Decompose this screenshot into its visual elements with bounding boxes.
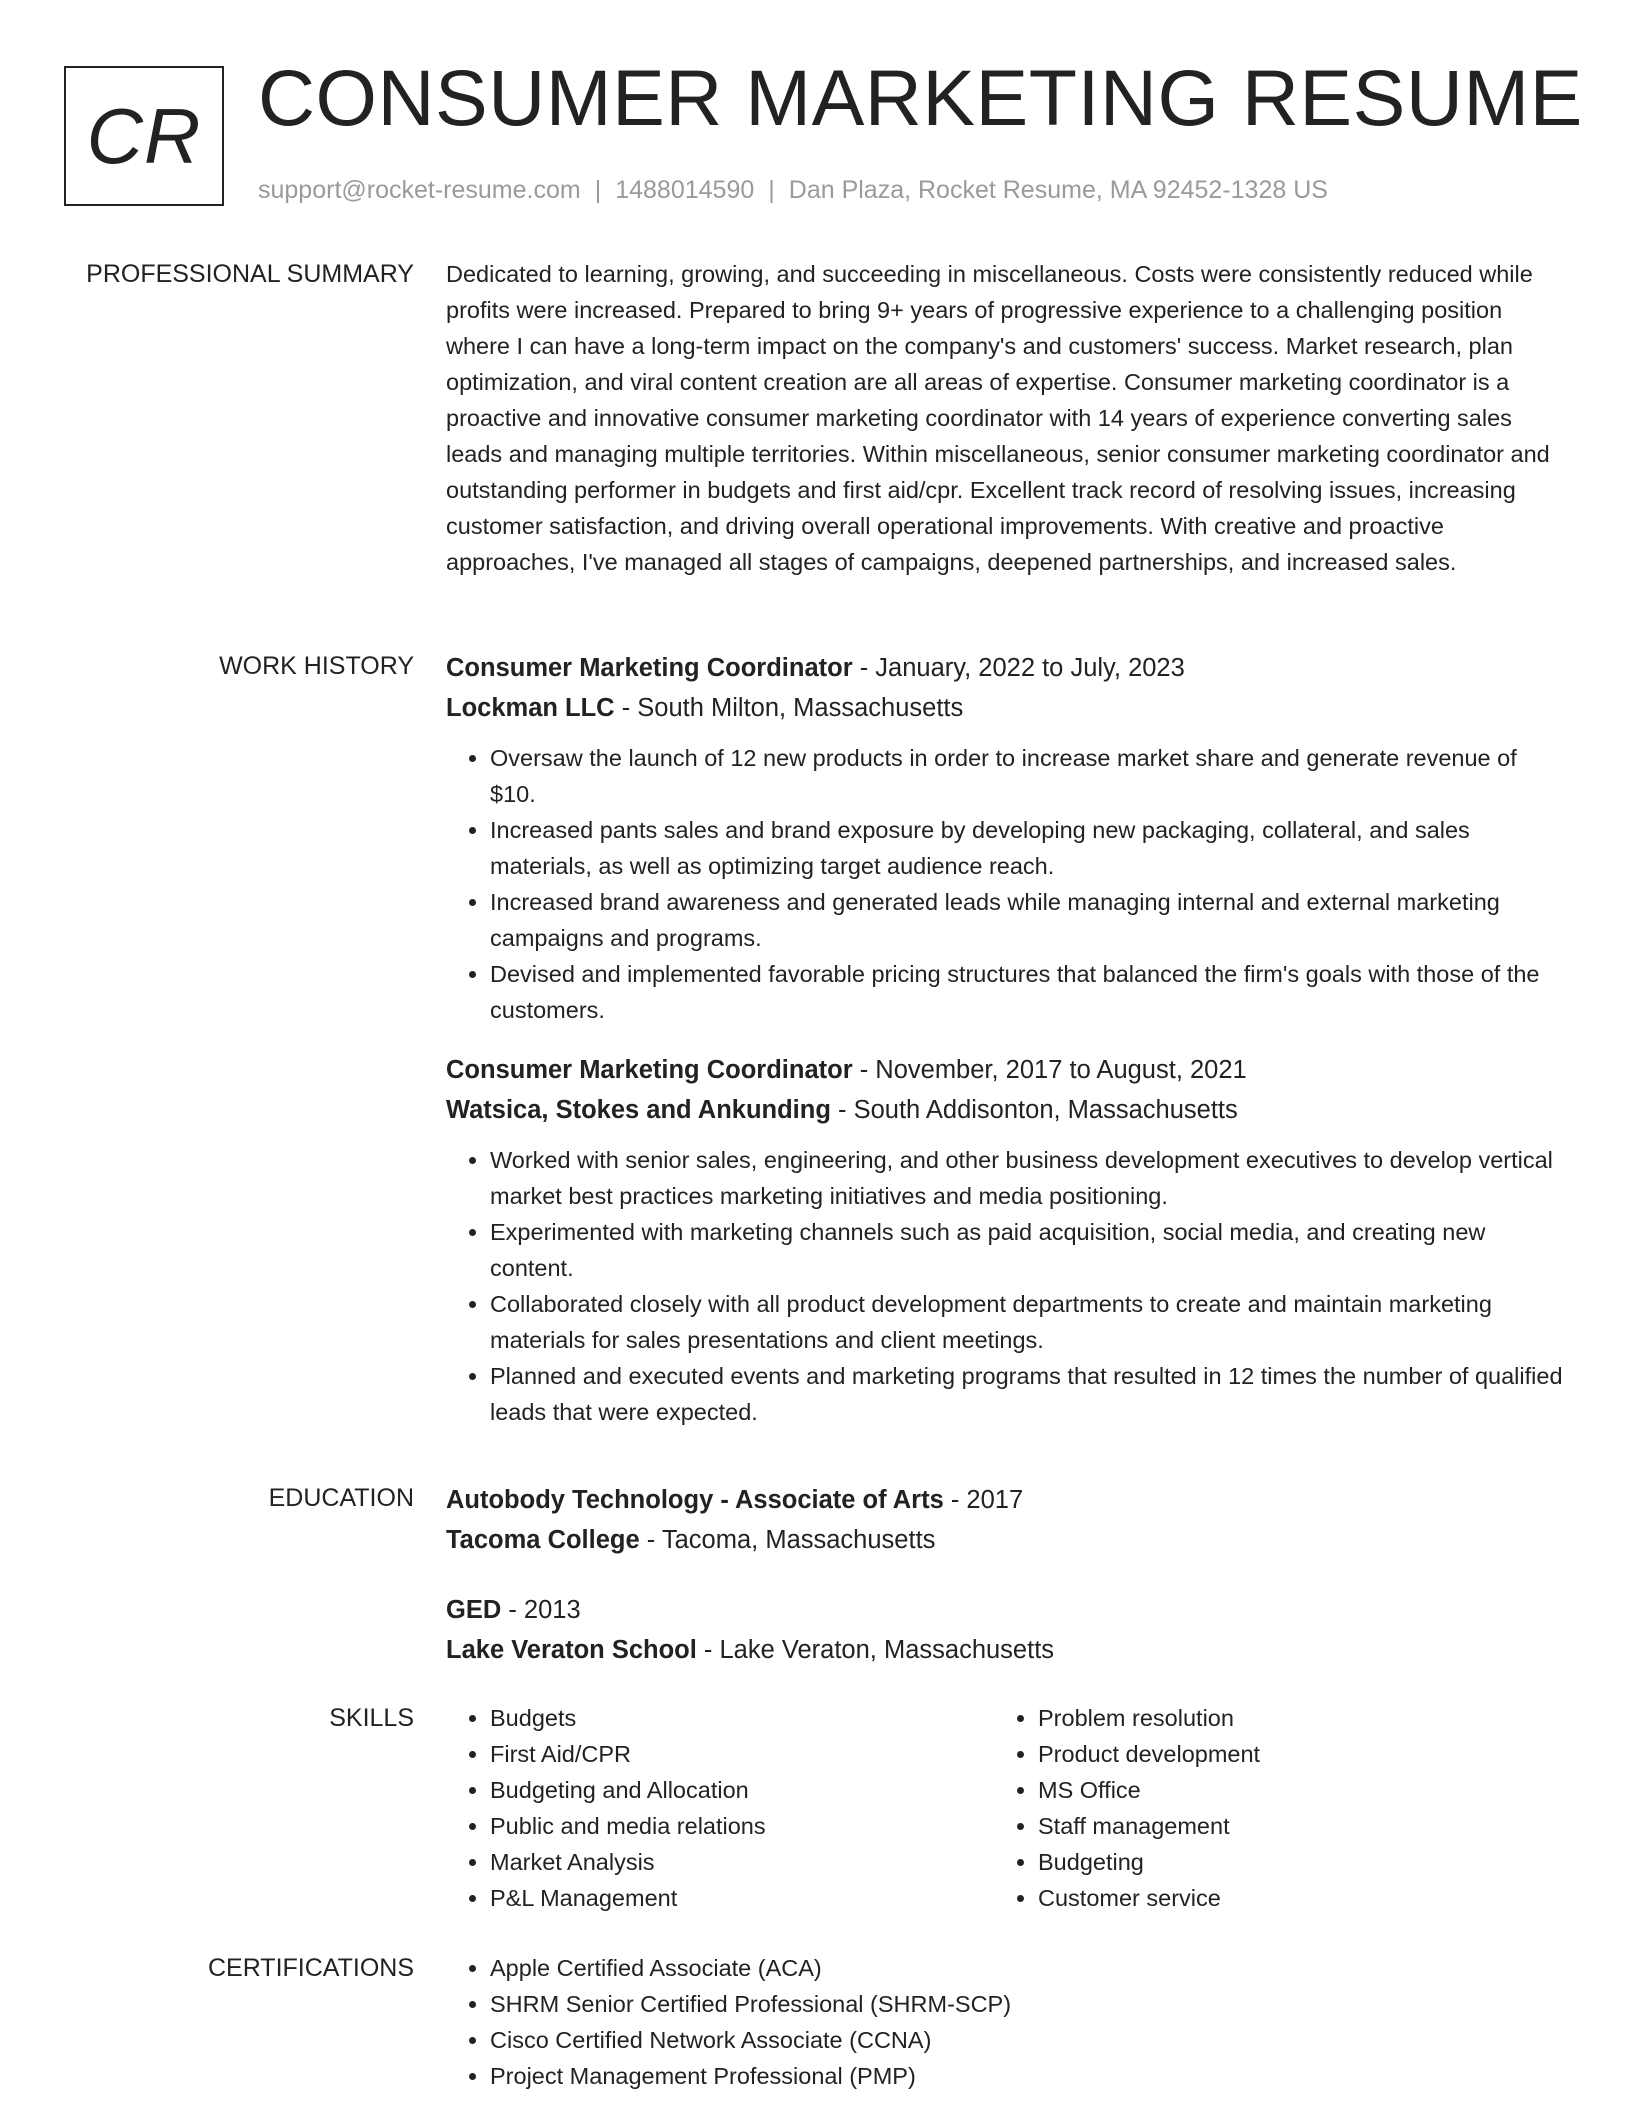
certification-item: • SHRM Senior Certified Professional (SHRM-SCP) bbox=[490, 1986, 1566, 2022]
skill-item: • First Aid/CPR bbox=[490, 1736, 994, 1772]
education-location: - Tacoma, Massachusetts bbox=[639, 1526, 936, 1554]
job-bullets bbox=[446, 1142, 1566, 1430]
certification-item: • Apple Certified Associate (ACA) bbox=[490, 1950, 1566, 1986]
section-label-summary: PROFESSIONAL SUMMARY bbox=[86, 260, 414, 288]
job-company-line bbox=[446, 1090, 1566, 1130]
section-label-work-history: WORK HISTORY bbox=[219, 652, 414, 680]
education-school: Lake Veraton School bbox=[446, 1636, 697, 1664]
certifications-list bbox=[446, 1950, 1566, 2094]
job-company: Lockman LLC bbox=[446, 694, 615, 722]
contact-separator: | bbox=[594, 176, 602, 204]
certifications-body bbox=[446, 1950, 1566, 2094]
skill-item: • MS Office bbox=[1038, 1772, 1542, 1808]
section-label-education: EDUCATION bbox=[268, 1484, 414, 1512]
education-body bbox=[446, 1480, 1566, 1670]
skills-list-left bbox=[446, 1700, 994, 1916]
contact-email[interactable]: support@rocket-resume.com bbox=[258, 176, 581, 204]
skills-columns bbox=[446, 1700, 1566, 1916]
job-location: - South Milton, Massachusetts bbox=[614, 694, 964, 722]
job-company-line bbox=[446, 688, 1566, 728]
education-location: - Lake Veraton, Massachusetts bbox=[696, 1636, 1055, 1664]
job-title: Consumer Marketing Coordinator bbox=[446, 1056, 853, 1084]
job-bullet: • Increased brand awareness and generated leads while managing internal and external marketing campaigns and programs. bbox=[490, 884, 1566, 956]
job-company: Watsica, Stokes and Ankunding bbox=[446, 1096, 831, 1124]
job-title-line bbox=[446, 648, 1566, 688]
job-bullet: • Increased pants sales and brand exposure by developing new packaging, collateral, and sales materials, as well as optimizing target audience reach. bbox=[490, 812, 1566, 884]
job-bullet: • Oversaw the launch of 12 new products in order to increase market share and generate revenue of $10. bbox=[490, 740, 1566, 812]
education-school-line bbox=[446, 1630, 1566, 1670]
job-dates: - January, 2022 to July, 2023 bbox=[852, 654, 1185, 682]
contact-address: Dan Plaza, Rocket Resume, MA 92452-1328 US bbox=[788, 176, 1328, 204]
job-entry bbox=[446, 648, 1566, 1028]
monogram: CR bbox=[64, 66, 224, 206]
section-label-skills: SKILLS bbox=[329, 1704, 414, 1732]
skill-item: • Budgeting bbox=[1038, 1844, 1542, 1880]
certification-item: • Cisco Certified Network Associate (CCNA) bbox=[490, 2022, 1566, 2058]
skill-item: • Market Analysis bbox=[490, 1844, 994, 1880]
job-bullet: • Worked with senior sales, engineering, and other business development executives to develop vertical market best practices marketing initiatives and media positioning. bbox=[490, 1142, 1566, 1214]
job-bullet: • Devised and implemented favorable pricing structures that balanced the firm's goals with those of the customers. bbox=[490, 956, 1566, 1028]
contact-line bbox=[258, 176, 1328, 205]
education-year: - 2013 bbox=[501, 1596, 581, 1624]
job-entry bbox=[446, 1050, 1566, 1430]
skills-body bbox=[446, 1700, 1566, 1916]
education-school: Tacoma College bbox=[446, 1526, 640, 1554]
contact-separator: | bbox=[768, 176, 775, 204]
skill-item: • P&L Management bbox=[490, 1880, 994, 1916]
education-degree-line bbox=[446, 1590, 1566, 1630]
skill-item: • Customer service bbox=[1038, 1880, 1542, 1916]
skill-item: • Product development bbox=[1038, 1736, 1542, 1772]
job-location: - South Addisonton, Massachusetts bbox=[830, 1096, 1238, 1124]
summary-body bbox=[446, 256, 1566, 580]
job-bullets bbox=[446, 740, 1566, 1028]
skill-item: • Budgets bbox=[490, 1700, 994, 1736]
education-degree: Autobody Technology - Associate of Arts bbox=[446, 1486, 944, 1514]
skill-item: • Problem resolution bbox=[1038, 1700, 1542, 1736]
section-label-certifications: CERTIFICATIONS bbox=[207, 1954, 414, 1982]
contact-phone[interactable]: 1488014590 bbox=[615, 176, 755, 204]
job-title-line bbox=[446, 1050, 1566, 1090]
resume-title: CONSUMER MARKETING RESUME bbox=[258, 53, 1583, 142]
job-dates: - November, 2017 to August, 2021 bbox=[852, 1056, 1247, 1084]
job-bullet: • Collaborated closely with all product development departments to create and maintain marketing materials for sales presentations and client meetings. bbox=[490, 1286, 1566, 1358]
job-bullet: • Planned and executed events and marketing programs that resulted in 12 times the number of qualified leads that were expected. bbox=[490, 1358, 1566, 1430]
skill-item: • Staff management bbox=[1038, 1808, 1542, 1844]
skill-item: • Public and media relations bbox=[490, 1808, 994, 1844]
job-bullet: • Experimented with marketing channels such as paid acquisition, social media, and creating new content. bbox=[490, 1214, 1566, 1286]
education-entry bbox=[446, 1480, 1566, 1560]
work-history-body bbox=[446, 648, 1566, 1430]
skill-item: • Budgeting and Allocation bbox=[490, 1772, 994, 1808]
education-degree-line bbox=[446, 1480, 1566, 1520]
summary-text: Dedicated to learning, growing, and succeeding in miscellaneous. Costs were consistently reduced while profits were increased. Prepared to bring 9+ years of progressive experience to a challenging position where I can have a long-term impact on the company's and customers' success. Market research, plan optimization, and viral content creation are all areas of expertise. Consumer marketing coordinator is a proactive and innovative consumer marketing coordinator with 14 years of experience converting sales leads and managing multiple territories. Within miscellaneous, senior consumer marketing coordinator and outstanding performer in budgets and first aid/cpr. Excellent track record of resolving issues, increasing customer satisfaction, and driving overall operational improvements. With creative and proactive approaches, I've managed all stages of campaigns, deepened partnerships, and increased sales. bbox=[446, 261, 1550, 575]
education-degree: GED bbox=[446, 1596, 502, 1624]
education-school-line bbox=[446, 1520, 1566, 1560]
certification-item: • Project Management Professional (PMP) bbox=[490, 2058, 1566, 2094]
education-entry bbox=[446, 1590, 1566, 1670]
education-year: - 2017 bbox=[943, 1486, 1024, 1514]
skills-list-right bbox=[994, 1700, 1542, 1916]
job-title: Consumer Marketing Coordinator bbox=[446, 654, 853, 682]
